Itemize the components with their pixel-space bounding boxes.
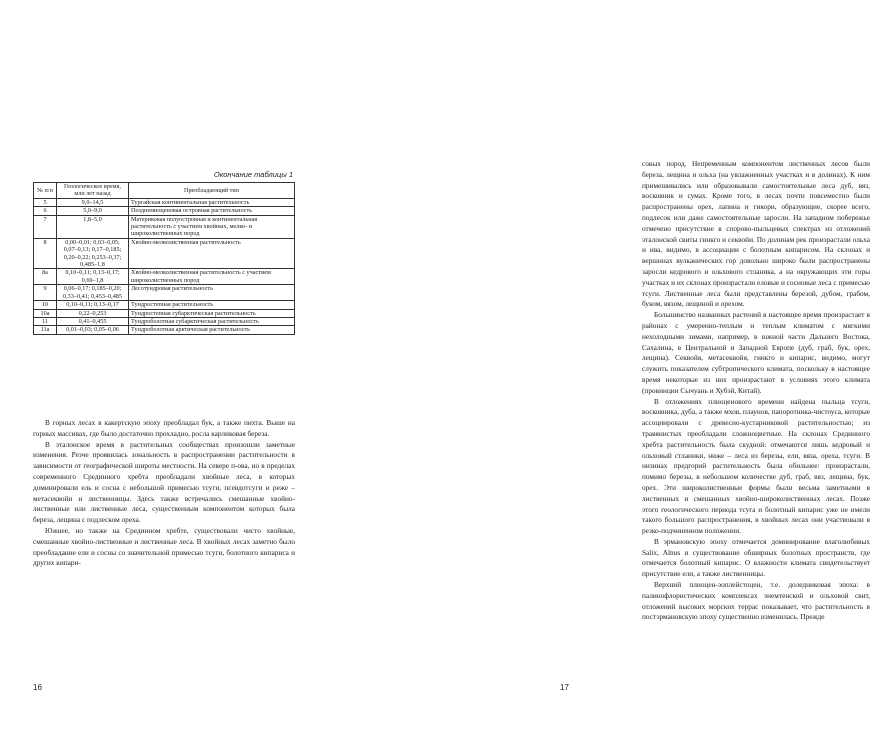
paragraph: В эталонское время в растительных сообществах произошли заметные изменения. Резче проявилась зональность в распространении растительности в зависимости от географической широты местности. На севере п-ова, но в пределах современного Срединного хребта преобладали хвойные леса, в которых доминировали ель и сосна с небольшой примесью тсуги, псевдотсуги и реже – метасеквойи и лиственницы. Здесь также встречались смешанные хвойно-лиственные или лиственные леса, существенным компонентом которых была береза, лещина с подлеском ореха. (33, 439, 295, 525)
paragraph: Верхний плиоцен-эоплейстоцен, т.е. доледниковая эпоха: в палинофлористических комплексах энемтенской и ольховой свит, отложений высоких морских террас показывает, что растительность в постэрмановскую эпоху существенно изменилась. Прежде (642, 580, 870, 622)
table-row (34, 269, 295, 285)
vegetation-table (33, 182, 295, 335)
table-row (34, 238, 295, 269)
cell-number: 10 (34, 301, 57, 309)
table-caption: Окончание таблицы 1 (213, 170, 293, 179)
paragraph: В отложениях плиоценового времени найдена пыльца тсуги, восковника, дуба, а также мхов, плаунов, папоротника-чистоуса, которые ассоциировали с древесно-кустарниковой растительностью; из травянистых преобладали сложноцветные. На склонах Срединного хребта растительность была скудной: отмечаются лишь кедровый и ольховый стланики, ниже – леса из березы, ели, вяза, ореха, тсуги. В низинах предгорий растительность была обильнее: произрастали, помимо березы, в небольшом количестве дуб, граб, вяз, лещина, бук, орех. Эти широколиственные формы были весьма заметными в лиственных и смешанных хвойно-широколиственных лесах. Позже этого геологического периода тсуга и болотный кипарис уже не имели такого большого распространения, в хвойных лесах они участвовали в резко-подчиненном положении. (642, 396, 870, 536)
cell-geologic-time: 0,00–0,01; 0,03–0,05; 0,07–0,13; 0,17–0,185; 0,20–0,22; 0,253–0,37; 0,485–1,8 (57, 238, 129, 269)
cell-geologic-time: 0,22–0,253 (57, 309, 129, 317)
table-header-row (34, 183, 295, 199)
cell-geologic-time: 0,10–0,11; 0,13–0,17; 0,69–1,8 (57, 269, 129, 285)
table-row (34, 198, 295, 206)
cell-number: 5 (34, 198, 57, 206)
cell-vegetation-type: Тундростепная субарктическая растительность (129, 309, 295, 317)
cell-geologic-time: 0,01–0,03; 0,05–0,06 (57, 326, 129, 334)
cell-geologic-time: 0,41–0,455 (57, 317, 129, 325)
left-body-text (33, 418, 295, 569)
header-number: № п/п (34, 183, 57, 199)
cell-vegetation-type: Тундроболотная субарктическая растительность (129, 317, 295, 325)
paragraph: В горных лесах в какертскую эпоху преобладал бук, а также пихта. Выше на горных массивах, где было достаточно прохладно, росла карликовая береза. (33, 418, 295, 438)
table-row (34, 309, 295, 317)
cell-geologic-time: 5,0–9,0 (57, 207, 129, 215)
left-page (0, 0, 301, 750)
page-number-right: 17 (560, 683, 569, 692)
header-vegetation-type: Преобладающий тип (129, 183, 295, 199)
cell-vegetation-type: Материковая полуостровная и континентальная растительность с участием хвойных, мелко- и широколиственных пород (129, 215, 295, 238)
cell-vegetation-type: Хвойно-мелколиственная растительность (129, 238, 295, 269)
cell-number: 8 (34, 238, 57, 269)
cell-number: 10а (34, 309, 57, 317)
table-row (34, 285, 295, 301)
cell-number: 8а (34, 269, 57, 285)
page-number-left: 16 (33, 683, 42, 692)
cell-number: 11а (34, 326, 57, 334)
cell-number: 11 (34, 317, 57, 325)
cell-number: 9 (34, 285, 57, 301)
cell-geologic-time: 1,8–5,0 (57, 215, 129, 238)
table-row (34, 215, 295, 238)
right-body-text (642, 159, 870, 623)
cell-vegetation-type: Тургайская континентальная растительность (129, 198, 295, 206)
cell-vegetation-type: Тундростепная растительность (129, 301, 295, 309)
table-row (34, 317, 295, 325)
table-row (34, 301, 295, 309)
paragraph: Большинство названных растений в настоящее время произрастает в районах с умеренно-теплым и теплым климатом с мягкими нехолодными зимами, например, в южной части Дальнего Востока, Сахалина, в Центральной и Западной Европе (дуб, граб, бук, орех, лещина). Секвойя, метасеквойя, гинкго и кипарис, видимо, могут служить показателем субтропического климата, поскольку в настоящее время некоторые из них произрастают в условиях этого климата (провинции Сычуань и Хубэй, Китай). (642, 310, 870, 395)
header-geologic-time: Геологическое время, млн лет назад (57, 183, 129, 199)
cell-number: 6 (34, 207, 57, 215)
cell-geologic-time: 0,06–0,17; 0,185–0,20; 0,33–0,41; 0,453–0,485 (57, 285, 129, 301)
paragraph: совых пород. Непременным компонентом лиственных лесов были береза, лещина и ольха (на увлажненных участках и в долинах). К ним примешивались или образовывали самостоятельные леса дуб, вяз, восковник и сумах. Кроме того, в лесах почти повсеместно были распространены орех, лапина и гикори, образующие, скорее всего, подлесок или даже самостоятельные заросли. На западном побережье отмечено присутствие в спорово-пыльцевых спектрах из отложений эталонской свиты гинкго и секвойи. По долинам рек произрастали ольха и ива, видимо, в ассоциации с болотным кипарисом. На склонах и вершинах вулканических гор довольно широко были распространены заросли кедрового и ольхового стланика, а на окружающих эти горы участках и их склонах произрастали еловые и сосновые леса с примесью тсуги. Лиственные леса были представлены березой, дубом, грабом, буком, вязом, лещиной и орехом. (642, 159, 870, 309)
right-page (300, 0, 870, 750)
cell-vegetation-type: Позднемиоценовая островная растительность (129, 207, 295, 215)
cell-vegetation-type: Хвойно-мелколиственная растительность с участием широколиственных пород (129, 269, 295, 285)
cell-number: 7 (34, 215, 57, 238)
table-row (34, 326, 295, 334)
cell-vegetation-type: Лесотундровая растительность (129, 285, 295, 301)
cell-vegetation-type: Тундроболотная арктическая растительность (129, 326, 295, 334)
paragraph: Южнее, но также на Срединном хребте, существовали чисто хвойные, смешанные хвойно-лиственные и лиственные леса. В хвойных лесах заметно было преобладание ели и сосны со значительной примесью тсуги, болотного кипариса и других кипари- (33, 525, 295, 568)
table-row (34, 207, 295, 215)
cell-geologic-time: 0,10–0,11; 0,13–0,17 (57, 301, 129, 309)
cell-geologic-time: 9,0–14,5 (57, 198, 129, 206)
paragraph: В эрмановскую эпоху отмечается доминирование влаголюбивых Salix, Alnus и существование обширных болотных пространств, где отмечается болотный кипарис. О влажности климата свидетельствует присутствие ели, а также лиственницы. (642, 536, 870, 579)
